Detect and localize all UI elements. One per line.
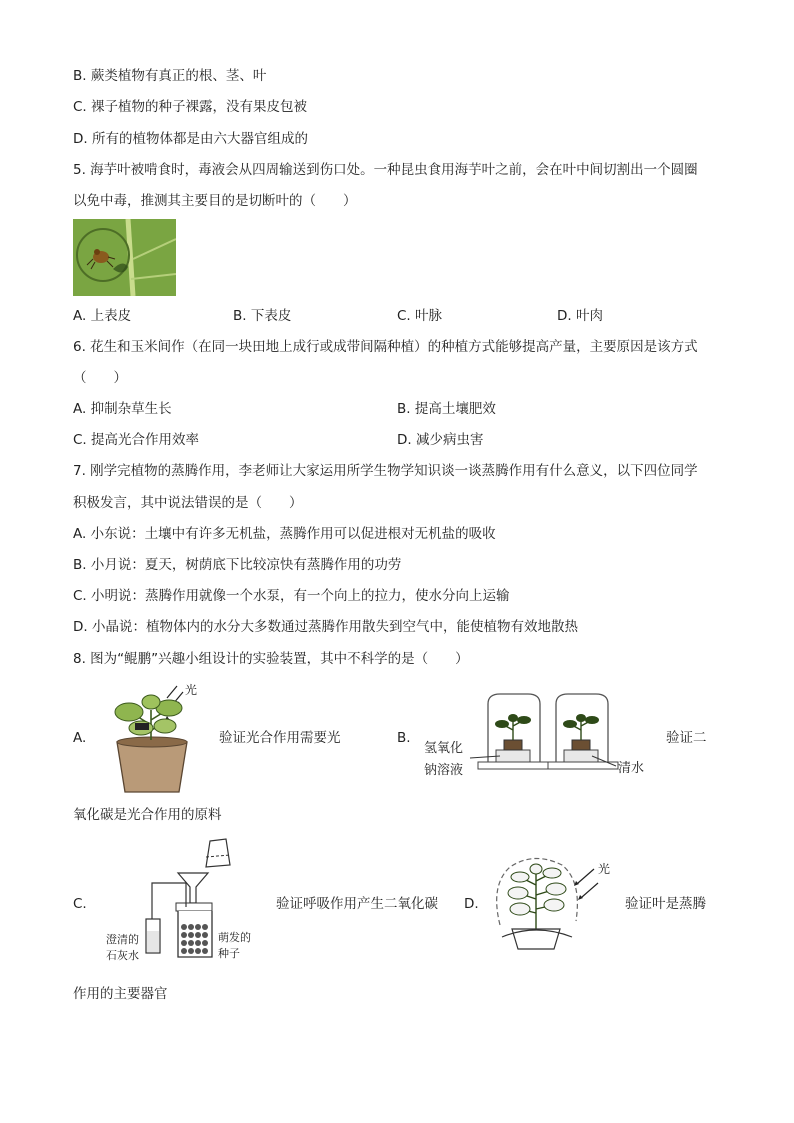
- q7-stem-line1: 7. 刚学完植物的蒸腾作用，李老师让大家运用所学生物学知识谈一谈蒸腾作用有什么意义，以下四位同学: [73, 463, 698, 479]
- q8-c-description: 验证呼吸作用产生二氧化碳: [276, 896, 438, 912]
- q8-c-limewater-label-line2: 石灰水: [106, 949, 139, 962]
- q7-option-c: C. 小明说：蒸腾作用就像一个水泵，有一个向上的拉力，使水分向上运输: [73, 588, 510, 604]
- q8-d-description-cont: 作用的主要器官: [73, 986, 168, 1002]
- q8-c-label: C.: [73, 896, 87, 912]
- q8-d-bagged-plant-figure: [490, 855, 620, 955]
- q8-a-potted-plant-figure: [95, 680, 210, 795]
- q8-a-label: A.: [73, 730, 87, 746]
- q4-option-b: B. 蕨类植物有真正的根、茎、叶: [73, 68, 267, 84]
- q5-stem-line2: 以免中毒，推测其主要目的是切断叶的（ ）: [73, 193, 357, 209]
- q5-option-d: D. 叶肉: [557, 308, 603, 324]
- q6-option-d: D. 减少病虫害: [397, 432, 484, 448]
- q5-option-a: A. 上表皮: [73, 308, 132, 324]
- q8-c-limewater-label-line1: 澄清的: [106, 933, 139, 946]
- q8-b-description-cont: 氧化碳是光合作用的原料: [73, 807, 222, 823]
- q8-b-label: B.: [397, 730, 411, 746]
- q6-stem-line2: （ ）: [73, 370, 127, 386]
- q8-b-bell-jars-figure: [420, 690, 660, 782]
- q8-c-seed-label-line1: 萌发的: [218, 931, 251, 944]
- q8-b-naoh-label-line2: 钠溶液: [424, 763, 464, 778]
- q8-d-label: D.: [464, 896, 479, 912]
- q7-option-a: A. 小东说：土壤中有许多无机盐，蒸腾作用可以促进根对无机盐的吸收: [73, 526, 496, 542]
- q6-option-a: A. 抑制杂草生长: [73, 401, 172, 417]
- q8-b-water-label: 清水: [618, 761, 645, 776]
- q8-a-description: 验证光合作用需要光: [219, 730, 341, 746]
- q6-option-c: C. 提高光合作用效率: [73, 432, 200, 448]
- q7-option-b: B. 小月说：夏天，树荫底下比较凉快有蒸腾作用的功劳: [73, 557, 402, 573]
- q5-stem-line1: 5. 海芋叶被啃食时，毒液会从四周输送到伤口处。一种昆虫食用海芋叶之前，会在叶中间切割出一个圆圈: [73, 162, 698, 178]
- q6-stem-line1: 6. 花生和玉米间作（在同一块田地上成行或成带间隔种植）的种植方式能够提高产量，主要原因是该方式: [73, 339, 698, 355]
- q4-option-c: C. 裸子植物的种子裸露，没有果皮包被: [73, 99, 308, 115]
- q7-stem-line2: 积极发言，其中说法错误的是（ ）: [73, 495, 303, 511]
- q8-d-light-label: 光: [598, 862, 611, 876]
- q5-option-c: C. 叶脉: [397, 308, 443, 324]
- q4-option-d: D. 所有的植物体都是由六大器官组成的: [73, 131, 308, 147]
- q5-leaf-insect-photo: [73, 219, 176, 296]
- q8-a-light-label: 光: [185, 683, 198, 697]
- q8-b-naoh-label-line1: 氢氧化: [424, 741, 464, 756]
- q6-option-b: B. 提高土壤肥效: [397, 401, 496, 417]
- q8-stem: 8. 图为“鲲鹏”兴趣小组设计的实验装置，其中不科学的是（ ）: [73, 651, 469, 667]
- q8-c-seed-bottle-figure: [100, 835, 270, 963]
- q8-c-seed-label-line2: 种子: [218, 947, 240, 960]
- q5-option-b: B. 下表皮: [233, 308, 292, 324]
- q8-b-description: 验证二: [666, 730, 707, 746]
- q7-option-d: D. 小晶说：植物体内的水分大多数通过蒸腾作用散失到空气中，能使植物有效地散热: [73, 619, 578, 635]
- q8-d-description: 验证叶是蒸腾: [625, 896, 706, 912]
